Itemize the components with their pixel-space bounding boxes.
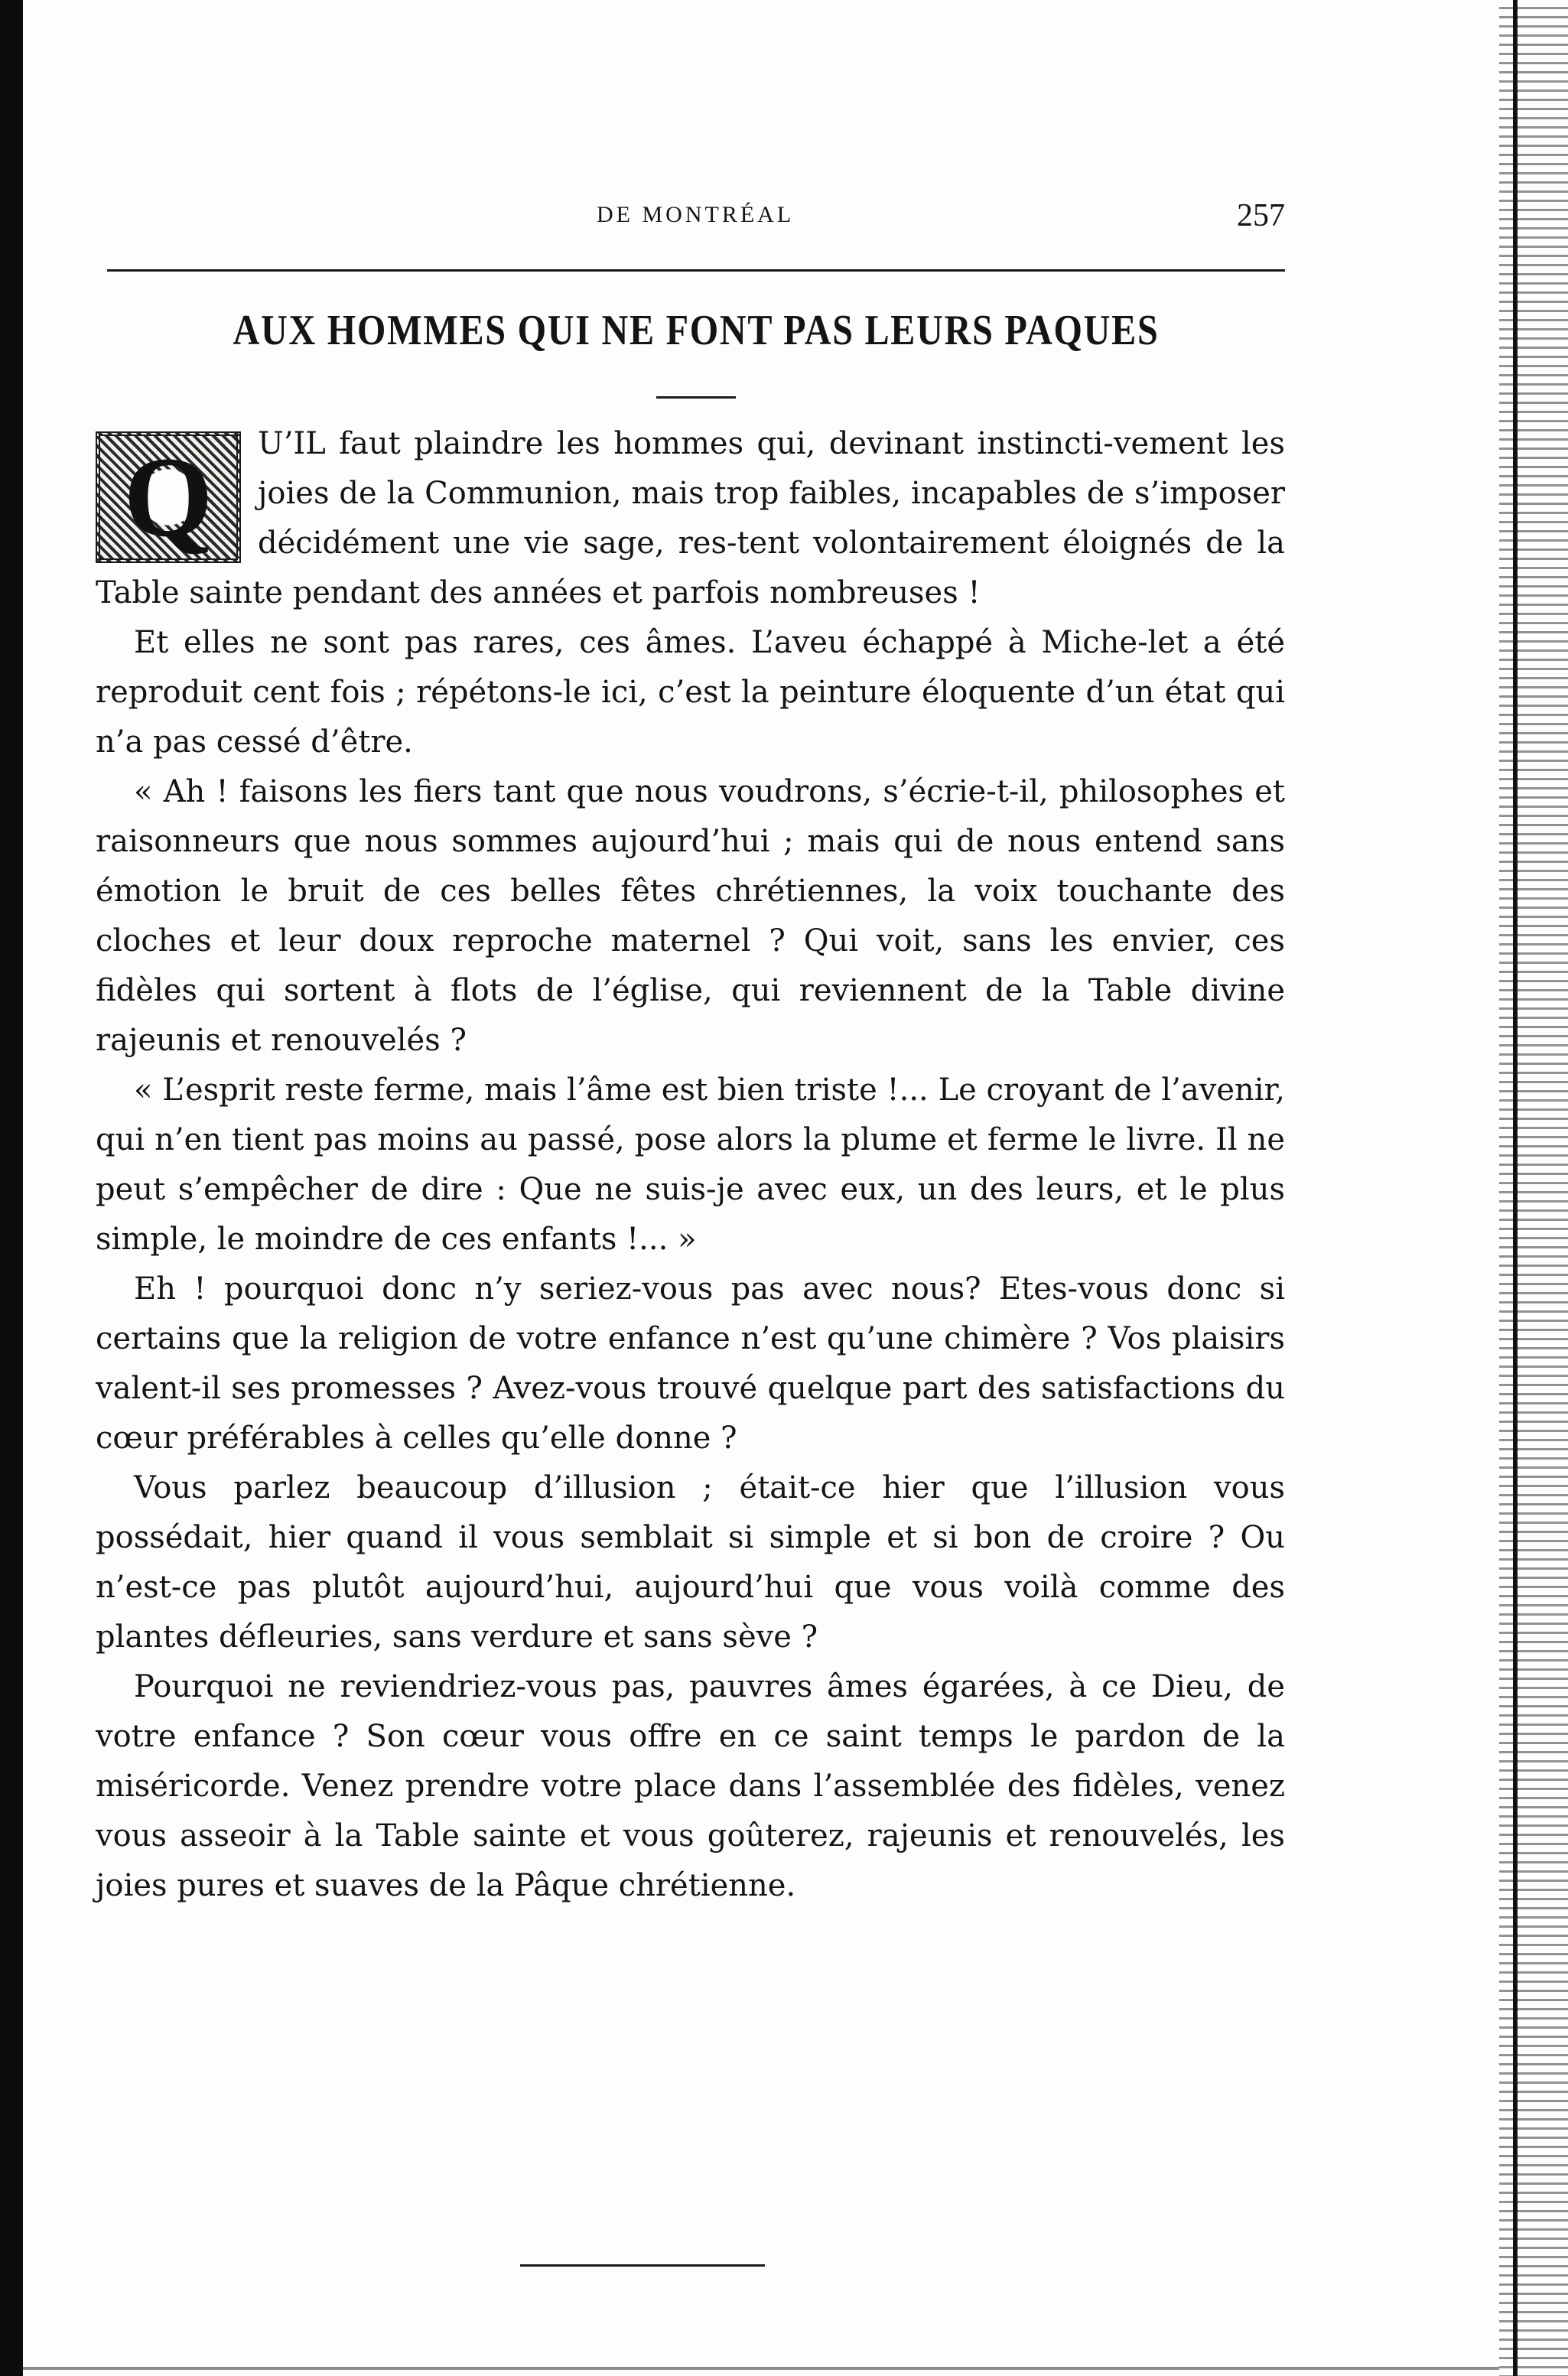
paragraph-text: U’IL faut plaindre les hommes qui, devinant instincti-vement les joies de la Communion, mais trop faibles, incapables de s’imposer décidément une vie sage, res-tent volontairement éloignés de la Table sainte pendant des années et parfois nombreuses !: [96, 426, 1285, 610]
header-rule: [107, 269, 1285, 272]
end-rule: [520, 2264, 765, 2267]
page-number: 257: [1237, 198, 1285, 233]
article-title: AUX HOMMES QUI NE FONT PAS LEURS PAQUES: [233, 307, 1160, 354]
drop-cap-ornament: [96, 431, 241, 563]
scan-left-edge: [0, 0, 23, 2376]
paragraph: Vous parlez beaucoup d’illusion ; était-ce hier que l’illusion vous possédait, hier quand il vous semblait si simple et si bon de croire ? Ou n’est-ce pas plutôt aujourd’hui, aujourd’hui que vous voilà comme des plantes défleuries, sans verdure et sans sève ?: [96, 1470, 1285, 1655]
scan-bottom-edge: [23, 2367, 1499, 2370]
running-head: [107, 197, 1285, 243]
paragraph: « L’esprit reste ferme, mais l’âme est bien triste !... Le croyant de l’avenir, qui n’en tient pas moins au passé, pose alors la plume et ferme le livre. Il ne peut s’empêcher de dire : Que ne suis-je avec eux, un des leurs, et le plus simple, le moindre de ces enfants !... »: [96, 1072, 1285, 1257]
paragraph: [96, 419, 1285, 618]
scan-right-edge-line: [1513, 0, 1518, 2376]
drop-cap-letter: Q: [123, 434, 213, 561]
article-body: [96, 419, 1285, 1911]
scan-right-edge: [1499, 0, 1568, 2376]
paragraph: Eh ! pourquoi donc n’y seriez-vous pas avec nous? Etes-vous donc si certains que la religion de votre enfance n’est qu’une chimère ? Vos plaisirs valent-il ses promesses ? Avez-vous trouvé quelque part des satisfactions du cœur préférables à celles qu’elle donne ?: [96, 1271, 1285, 1456]
paragraph: « Ah ! faisons les fiers tant que nous voudrons, s’écrie-t-il, philosophes et raisonneurs que nous sommes aujourd’hui ; mais qui de nous entend sans émotion le bruit de ces belles fêtes chrétiennes, la voix touchante des cloches et leur doux reproche maternel ? Qui voit, sans les envier, ces fidèles qui sortent à flots de l’église, qui reviennent de la Table divine rajeunis et renouvelés ?: [96, 774, 1285, 1058]
running-title: DE MONTRÉAL: [597, 202, 795, 227]
title-rule: [656, 396, 736, 399]
paragraph: Et elles ne sont pas rares, ces âmes. L’aveu échappé à Miche-let a été reproduit cent fois ; répétons-le ici, c’est la peinture éloquente d’un état qui n’a pas cessé d’être.: [96, 625, 1285, 760]
paragraph: Pourquoi ne reviendriez-vous pas, pauvres âmes égarées, à ce Dieu, de votre enfance ? Son cœur vous offre en ce saint temps le pardon de la miséricorde. Venez prendre votre place dans l’assemblée des fidèles, venez vous asseoir à la Table sainte et vous goûterez, rajeunis et renouvelés, les joies pures et suaves de la Pâque chrétienne.: [96, 1669, 1285, 1903]
